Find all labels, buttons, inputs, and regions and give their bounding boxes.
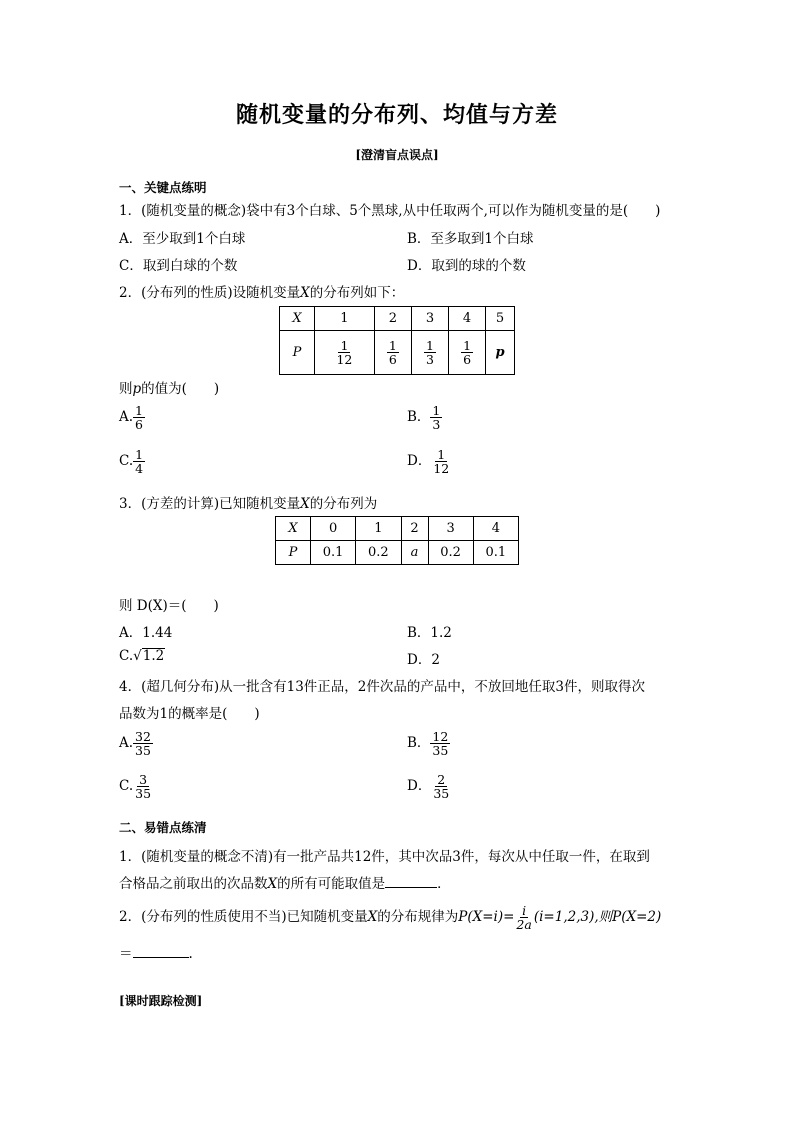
e1-answer-blank[interactable] [385,875,437,888]
q3-distribution-table [275,516,519,565]
q3-table-p-1: 0.2 [368,545,389,560]
e1-line1: 1．(随机变量的概念不清)有一批产品共12件，其中次品3件，每次从中任取一件，在取到 [119,849,650,865]
page-title: 随机变量的分布列、均值与方差 [235,103,558,128]
q1-stem: 1．(随机变量的概念)袋中有3个白球、5个黑球,从中任取两个,可以作为随机变量的是( ) [119,203,661,219]
q3-option-b: B．1.2 [407,625,452,641]
q2-table-x-5: 5 [495,311,505,326]
q3-table-x-2: 2 [410,521,419,536]
e2-line1: 2．(分布列的性质使用不当)已知随机变量X的分布规律为P(X=i)= $\frac{i}{2a}$ (i=1,2,3),则P(X=2) [119,903,662,933]
q4-stem-line2: 品数为1的概率是( ) [119,706,260,722]
q2-table-p-1: $\frac{1}{12}$ [336,337,353,367]
q4-option-a: A. $\frac{32}{35}$ [119,729,151,759]
q2-table-p-4: $\frac{1}{6}$ [463,337,472,367]
q2-stem [119,281,404,301]
q3-table-p-4: 0.1 [485,545,507,560]
q3-stem: 3．(方差的计算)已知随机变量X的分布列为 [119,496,378,512]
q3-option-a: A．1.44 [119,625,173,641]
q2-table-x-label: X [292,311,302,326]
q4-option-b: B． $\frac{12}{35}$ [407,729,449,759]
sqrt-icon: √ [133,648,142,664]
q2-var: X [300,285,310,301]
q3-table-p-3: 0.2 [440,545,461,560]
section-key-points: 一、关键点练明 [119,180,207,195]
q2-option-c: C. $\frac{1}{4}$ [119,447,144,477]
q2-table-p-2: $\frac{1}{6}$ [388,337,397,367]
q2-stem-pre: 2．(分布列的性质)设随机变量 [119,285,301,301]
q2-table-p-5: p [495,345,505,360]
section-error-points: 二、易错点练清 [119,820,207,835]
q2-distribution-table [279,306,515,375]
q2-table-p-3: $\frac{1}{3}$ [425,337,434,367]
q3-ask: 则 D(X)＝( ) [119,598,219,614]
q2-stem-post: 的分布列如下： [309,285,405,301]
footer-section-label: [课时跟踪检测] [119,994,203,1008]
q3-table-p-label: P [288,545,298,560]
q3-table-x-4: 4 [491,521,501,536]
q3-option-c: C.√1.2 [119,648,165,664]
q2-table-x-4: 4 [462,311,472,326]
q2-option-b: B． $\frac{1}{3}$ [407,403,441,433]
q4-option-c: C. $\frac{3}{35}$ [119,772,152,802]
q3-table-p-2: a [410,545,419,560]
q1-option-b: B．至多取到1个白球 [407,231,534,247]
q1-option-c: C．取到白球的个数 [119,258,238,274]
q4-stem-line1: 4．(超几何分布)从一批含有13件正品，2件次品的产品中，不放回地任取3件，则取得次 [119,679,645,695]
e2-answer-blank[interactable] [133,945,189,958]
q2-option-d: D． $\frac{1}{12}$ [407,447,450,477]
q1-option-d: D．取到的球的个数 [407,258,526,274]
page-subtitle: [澄清盲点误点] [355,148,439,162]
q3-table-x-0: 0 [328,521,338,536]
q2-option-a: A. $\frac{1}{6}$ [119,403,143,433]
q2-table-x-1: 1 [340,311,349,326]
q3-table-x-label: X [288,521,298,536]
q2-table-x-3: 3 [425,311,435,326]
q1-option-a: A．至少取到1个白球 [119,231,246,247]
e2-line2: ＝ . [119,946,193,962]
q3-table-x-1: 1 [374,521,383,536]
e1-line2: 合格品之前取出的次品数X的所有可能取值是 ． [119,876,451,892]
q3-table-p-0: 0.1 [322,545,344,560]
q2-table-p-label: P [292,345,302,360]
q2-ask: 则p的值为( ) [119,381,220,397]
q3-table-x-3: 3 [446,521,455,536]
q3-option-d: D．2 [407,652,440,668]
q4-option-d: D． $\frac{2}{35}$ [407,772,450,802]
q2-table-x-2: 2 [388,311,398,326]
